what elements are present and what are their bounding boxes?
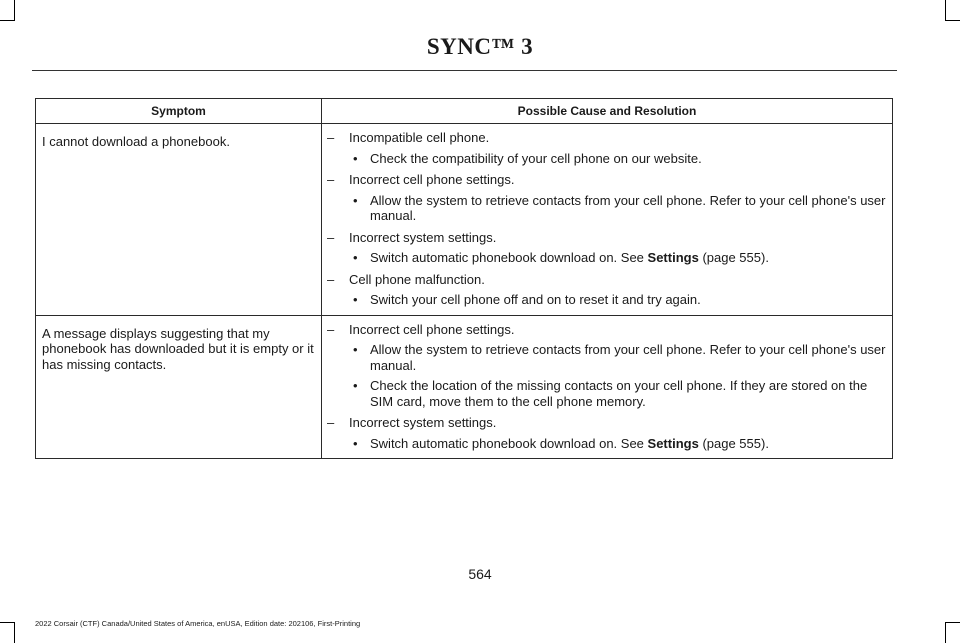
resolution-text: Switch your cell phone off and on to reset it and try again. [370,292,701,307]
resolution-item [322,292,892,308]
dash-marker: – [327,321,335,337]
bullet-marker: • [353,342,358,357]
cause-item [322,322,892,338]
bullet-marker: • [353,250,358,265]
dash-marker: – [327,130,335,145]
resolution-text-before: Switch automatic phonebook download on. See [370,250,648,265]
column-header-resolution: Possible Cause and Resolution [322,99,893,124]
page-number: 564 [468,566,492,582]
crop-mark-top-left-h [0,20,15,21]
page-title: SYNC™ 3 [426,34,534,59]
dash-marker: – [327,172,335,187]
table-row [36,124,893,316]
crop-mark-bottom-left-v [14,622,15,643]
crop-mark-bottom-right-h [945,622,960,623]
cause-text: Incorrect system settings. [349,415,497,430]
troubleshooting-table [35,98,893,459]
resolution-text: Check the location of the missing contacts on your cell phone. If they are stored on the SIM card, move them to the cell phone memory. [370,378,868,409]
resolution-item [322,436,892,452]
bullet-marker: • [353,192,358,208]
resolution-text-before: Switch automatic phonebook download on. See [370,435,648,451]
crop-mark-top-right-h [945,20,960,21]
cause-text: Incorrect cell phone settings. [349,321,515,337]
cause-item [322,415,892,431]
resolution-text: Allow the system to retrieve contacts from your cell phone. Refer to your cell phone's user manual. [370,342,886,373]
symptom-cell: A message displays suggesting that my phonebook has downloaded but it is empty or it has missing contacts. [36,315,322,459]
resolution-text: Allow the system to retrieve contacts from your cell phone. Refer to your cell phone's user manual. [370,192,886,223]
dash-marker: – [327,271,335,287]
cause-item [322,130,892,146]
column-header-symptom: Symptom [36,99,322,124]
resolution-item [322,342,892,373]
footer-edition-info: 2022 Corsair (CTF) Canada/United States of America, enUSA, Edition date: 202106, First-Printing [35,619,361,628]
cause-text: Cell phone malfunction. [349,271,485,287]
resolution-cell [322,315,893,459]
cause-text: Incompatible cell phone. [349,130,490,145]
bullet-marker: • [353,435,358,451]
cause-item [322,230,892,246]
cause-text: Incorrect cell phone settings. [349,172,515,187]
crop-mark-bottom-right-v [945,622,946,643]
resolution-item [322,378,892,409]
cause-item [322,172,892,188]
resolution-cell [322,124,893,316]
resolution-text-after: (page 555). [698,435,769,451]
bullet-marker: • [353,292,358,307]
settings-link[interactable]: Settings [647,250,699,265]
crop-mark-top-right-v [945,0,946,21]
resolution-item [322,250,892,266]
header-rule [32,70,897,71]
table-header-row [36,99,893,124]
crop-mark-bottom-left-h [0,622,15,623]
cause-item [322,272,892,288]
dash-marker: – [327,415,335,430]
table-row [36,315,893,459]
resolution-text: Check the compatibility of your cell phone on our website. [370,150,702,166]
resolution-text-after: (page 555). [698,250,769,265]
symptom-cell: I cannot download a phonebook. [36,124,322,316]
resolution-item [322,151,892,167]
bullet-marker: • [353,378,358,393]
settings-link[interactable]: Settings [647,435,699,451]
bullet-marker: • [353,150,358,166]
crop-mark-top-left-v [14,0,15,21]
dash-marker: – [327,229,335,245]
cause-text: Incorrect system settings. [349,229,497,245]
resolution-item [322,193,892,224]
